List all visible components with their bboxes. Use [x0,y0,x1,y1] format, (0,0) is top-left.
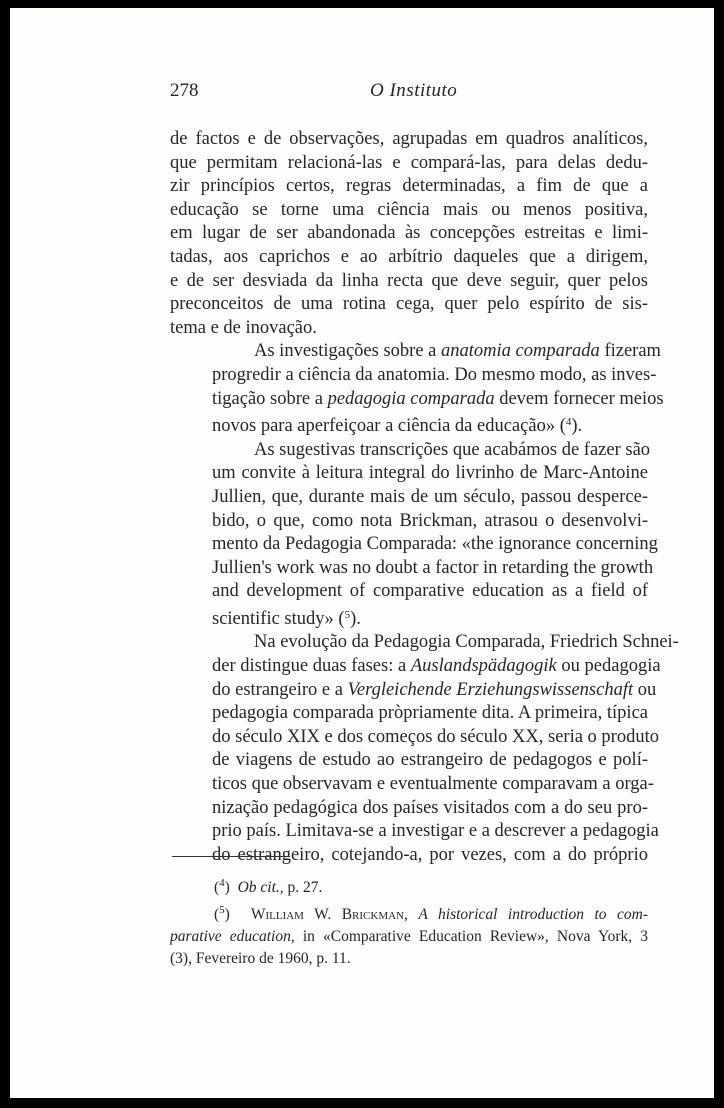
text-line: tadas, aos caprichos e ao arbítrio daqueles que a dirigem, [170,246,648,267]
text-line: do estrangeiro, cotejando-a, por vezes, com a do próprio [212,844,648,865]
paragraph [170,340,664,438]
text-run: devem fornecer meios [494,388,664,409]
footnote-5-cont [170,926,648,948]
footnote-text: in «Comparative Education Review», Nova York, 3 [294,928,648,945]
text-line: bido, o que, como nota Brickman, atrasou o desenvolvi- [212,510,648,531]
text-line: de viagens de estudo ao estrangeiro de pedagogos e polí- [212,750,648,771]
footnote-author: William W. Brickman, [250,906,408,923]
footnote-text: p. 27. [283,879,323,896]
footnote-title: parative education, [170,928,295,945]
footnote-title: A historical introduction to com- [418,906,649,923]
text-run: do estrangeiro e a [212,679,348,700]
footnote-ref: 4 [565,416,572,429]
paragraph [170,631,679,867]
text-line: and development of comparative education as a field of [212,581,648,602]
text-run: ). [350,608,361,629]
text-line: tema e de inovação. [170,317,317,338]
text-line: Jullien's work was no doubt a factor in retarding the growth [212,557,654,578]
text-line: Jullien, que, durante mais de um século, passou desperce- [212,486,648,507]
text-run: tigação sobre a [212,388,328,409]
text-run: ou [633,679,657,700]
text-line: educação se torne uma ciência mais ou menos positiva, [170,199,648,220]
text-line: prio país. Limitava-se a investigar e a descrever a pedagogia [212,821,659,842]
italic-term: anatomia comparada [441,341,600,362]
page-number: 278 [170,80,199,101]
text-run: ou pedagogia [556,656,661,677]
text-run: fizeram [599,341,661,362]
footnote-marker: 4 [219,877,225,889]
paragraph [170,439,658,632]
text-run: novos para aperfeiçoar a ciência da educação» ( [212,416,566,437]
text-line [170,604,648,632]
text-line: que permitam relacioná-las e compará-las, para delas dedu- [170,152,648,173]
footnote-5: ($^5$) William W. Brickman, A historical introduction to com- [214,904,649,923]
body-text [170,128,679,867]
book-page [10,8,714,1098]
italic-term: pedagogia comparada [327,388,495,409]
footnote-marker: 5 [219,904,225,916]
footnote-ref: 5 [344,608,351,621]
paragraph [170,128,648,340]
text-line [170,411,648,439]
text-line: Na evolução da Pedagogia Comparada, Friedrich Schnei- [254,632,679,653]
footnotes [170,872,648,970]
text-line: de factos e de observações, agrupadas em quadros analíticos, [170,129,648,149]
text-line: ticos que observavam e eventualmente comparavam a orga- [212,774,654,795]
footnote-divider [172,856,290,857]
text-line: e de ser desviada da linha recta que deve seguir, quer pelos [170,270,648,291]
footnote-italic: Ob cit., [237,879,284,896]
italic-term: Auslandspädagogik [410,656,557,677]
page-header [170,80,590,106]
text-line: em lugar de ser abandonada às concepções estreitas e limi- [170,223,648,244]
text-run: As investigações sobre a [254,341,442,362]
text-line [170,388,664,412]
text-line: do século XIX e dos começos do século XX, seria o produto [212,726,659,747]
text-line: um convite à leitura integral do livrinho de Marc-Antoine [212,463,648,484]
text-line [170,655,661,679]
text-line: progredir a ciência da anatomia. Do mesmo modo, as inves- [212,364,657,385]
text-line: nização pedagógica dos países visitados com a do seu pro- [212,797,648,818]
text-line: As sugestivas transcrições que acabámos de fazer são [254,439,651,460]
footnote-5-end: (3), Fevereiro de 1960, p. 11. [170,950,351,967]
text-line: pedagogia comparada pròpriamente dita. A primeira, típica [212,703,648,724]
italic-term: Vergleichende Erziehungswissenschaft [347,679,634,700]
text-run: scientific study» ( [212,608,345,629]
text-line: mento da Pedagogia Comparada: «the ignorance concerning [212,534,658,555]
text-line: zir princípios certos, regras determinadas, a fim de que a [170,176,648,197]
text-run: ). [571,416,583,437]
text-run: der distingue duas fases: a [212,656,411,677]
text-line: preconceitos de uma rotina cega, quer pelo espírito de sis- [170,294,648,315]
text-line [170,340,661,364]
running-title: O Instituto [370,80,458,101]
text-line [170,679,657,703]
footnote-4: ($^4$) Ob cit., p. 27. [214,877,323,896]
